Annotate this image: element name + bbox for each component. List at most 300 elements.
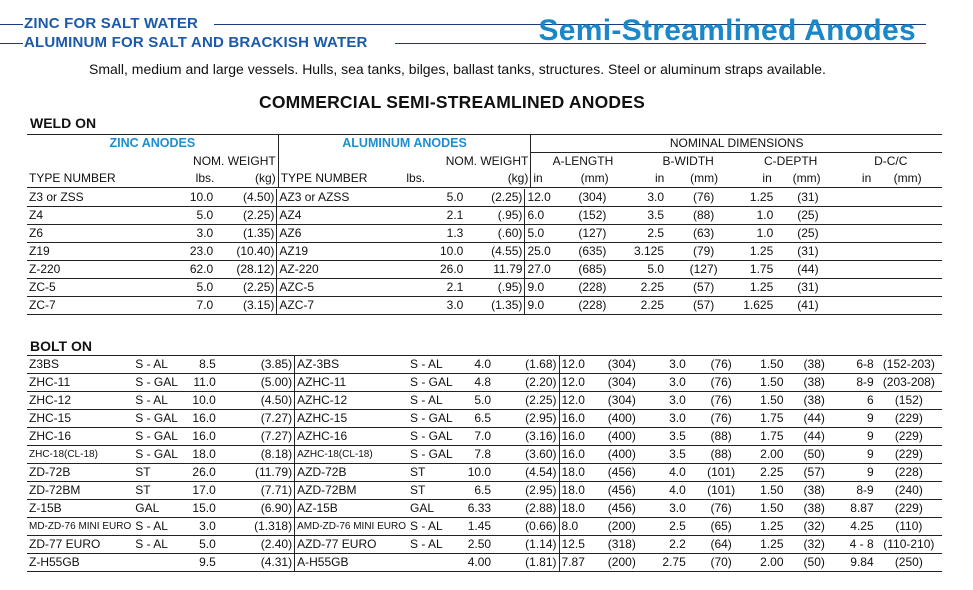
- c-mm-cell: (32): [786, 536, 843, 554]
- a-in-cell: 25.0: [525, 243, 553, 261]
- a-mm-cell: (228): [553, 297, 632, 315]
- b-in-cell: 2.25: [632, 279, 666, 297]
- b-width-heading: B-WIDTH: [662, 154, 714, 168]
- b-in-cell: 2.25: [632, 297, 666, 315]
- c-mm-cell: (44): [786, 410, 843, 428]
- b-mm-cell: (76): [688, 500, 755, 518]
- zinc-kg-cell: (4.31): [218, 554, 295, 572]
- zinc-lbs-cell: 5.0: [168, 207, 216, 225]
- aluminum-kg-cell: (4.55): [465, 243, 525, 261]
- aluminum-type-cell: AZD-77 EURO: [295, 536, 408, 554]
- b-mm-cell: (64): [688, 536, 755, 554]
- b-in-cell: 3.0: [657, 374, 688, 392]
- a-in-cell: 8.0: [559, 518, 587, 536]
- d-in-cell: 9: [843, 446, 876, 464]
- c-mm-cell: (38): [786, 374, 843, 392]
- b-mm-cell: (65): [688, 518, 755, 536]
- b-in-cell: 2.2: [657, 536, 688, 554]
- aluminum-lbs-cell: 5.0: [422, 189, 466, 207]
- b-in-cell: 2.5: [657, 518, 688, 536]
- aluminum-kg-cell: (1.81): [493, 554, 559, 572]
- table-row: [27, 207, 942, 225]
- zinc-type-cell: ZD-77 EURO: [27, 536, 133, 554]
- zinc-type-cell: Z6: [27, 225, 168, 243]
- d-in-cell: 6: [843, 392, 876, 410]
- table-row: [27, 554, 942, 572]
- b-in-cell: 3.0: [657, 500, 688, 518]
- c-in-cell: 1.25: [754, 536, 785, 554]
- c-in-cell: 1.75: [741, 261, 775, 279]
- table-row: [27, 297, 942, 315]
- table-row: [27, 428, 942, 446]
- c-mm-cell: (38): [786, 392, 843, 410]
- d-mm-cell: (229): [876, 500, 942, 518]
- a-in-cell: 18.0: [559, 464, 587, 482]
- b-mm-cell: (76): [666, 189, 741, 207]
- zinc-lbs-cell: 8.5: [190, 356, 217, 374]
- aluminum-kg-cell: (1.35): [465, 297, 525, 315]
- a-in-cell: 12.0: [559, 356, 587, 374]
- a-mm-cell: (200): [587, 554, 657, 572]
- zinc-kg-cell: (7.27): [218, 428, 295, 446]
- a-in-cell: 5.0: [525, 225, 553, 243]
- aluminum-type-cell: AZD-72BM: [295, 482, 408, 500]
- d-mm-cell: (110): [876, 518, 942, 536]
- a-mm-cell: (318): [587, 536, 657, 554]
- zinc-strap-cell: S - AL: [133, 536, 190, 554]
- c-mm-cell: (25): [775, 225, 840, 243]
- zinc-type-cell: Z-220: [27, 261, 168, 279]
- table-row: [27, 482, 942, 500]
- d-mm-cell: (152): [876, 392, 942, 410]
- page-subtitle: Small, medium and large vessels. Hulls, sea tanks, bilges, ballast tanks, structures. Steel or aluminum straps available.: [89, 61, 826, 77]
- zinc-lbs-cell: 10.0: [168, 189, 216, 207]
- c-in-cell: 1.0: [741, 207, 775, 225]
- zinc-strap-cell: ST: [133, 464, 190, 482]
- d-in-cell: 9.84: [843, 554, 876, 572]
- a-length-heading: A-LENGTH: [531, 153, 635, 171]
- d-empty-cell: [841, 189, 942, 207]
- zinc-strap-cell: S - AL: [133, 392, 190, 410]
- zinc-lbs-cell: 11.0: [190, 374, 217, 392]
- page-title: Semi-Streamlined Anodes: [538, 14, 916, 47]
- aluminum-strap-cell: S - AL: [408, 356, 464, 374]
- zinc-strap-cell: GAL: [133, 500, 190, 518]
- aluminum-kg-cell: (2.25): [465, 189, 525, 207]
- zinc-lbs-cell: 17.0: [190, 482, 217, 500]
- zinc-type-heading: TYPE NUMBER: [27, 170, 168, 188]
- table-row: [27, 356, 942, 374]
- zinc-lbs-cell: 9.5: [190, 554, 217, 572]
- aluminum-lbs-cell: 4.00: [464, 554, 493, 572]
- a-mm-cell: (304): [587, 392, 657, 410]
- b-in-cell: 3.0: [632, 189, 666, 207]
- aluminum-kg-cell: (2.95): [493, 482, 559, 500]
- zinc-strap-cell: S - GAL: [133, 410, 190, 428]
- b-in-cell: 3.5: [632, 207, 666, 225]
- c-mm-cell: (41): [775, 297, 840, 315]
- zinc-kg-cell: (2.40): [218, 536, 295, 554]
- table-row: [27, 536, 942, 554]
- c-mm-cell: (38): [786, 482, 843, 500]
- d-mm-cell: (203-208): [876, 374, 942, 392]
- c-mm-cell: (50): [786, 554, 843, 572]
- aluminum-lbs-cell: 7.0: [464, 428, 493, 446]
- table-row: [27, 410, 942, 428]
- d-empty-cell: [841, 243, 942, 261]
- table-row: [27, 279, 942, 297]
- b-mm-cell: (101): [688, 464, 755, 482]
- d-in-cell: 9: [843, 428, 876, 446]
- aluminum-kg-cell: (4.54): [493, 464, 559, 482]
- c-mm-cell: (31): [775, 243, 840, 261]
- bolt-on-table: [27, 355, 942, 572]
- b-in-cell: 3.125: [632, 243, 666, 261]
- aluminum-strap-cell: S - GAL: [408, 410, 464, 428]
- zinc-type-cell: ZHC-11: [27, 374, 133, 392]
- aluminum-kg-cell: (.95): [465, 207, 525, 225]
- c-in-cell: 1.25: [741, 189, 775, 207]
- c-in-cell: 2.00: [754, 554, 785, 572]
- zinc-lbs-cell: 62.0: [168, 261, 216, 279]
- aluminum-strap-cell: [408, 554, 464, 572]
- d-mm-cell: (152-203): [876, 356, 942, 374]
- table-row: [27, 189, 942, 207]
- a-in-cell: 12.0: [559, 392, 587, 410]
- aluminum-type-cell: AZ6: [277, 225, 422, 243]
- d-mm-cell: (110-210): [876, 536, 942, 554]
- a-mm-cell: (304): [587, 374, 657, 392]
- aluminum-kg-cell: (2.25): [493, 392, 559, 410]
- zinc-type-cell: ZC-5: [27, 279, 168, 297]
- table-row: [27, 261, 942, 279]
- dcc-heading: D-C/C: [874, 154, 908, 168]
- aluminum-type-cell: AZHC-12: [295, 392, 408, 410]
- c-in-cell: 1.25: [754, 518, 785, 536]
- zinc-kg-cell: (10.40): [215, 243, 277, 261]
- column-header-table: [27, 134, 942, 188]
- zinc-strap-cell: ST: [133, 482, 190, 500]
- zinc-type-cell: ZHC-15: [27, 410, 133, 428]
- c-in-cell: 1.25: [741, 279, 775, 297]
- table-row: [27, 446, 942, 464]
- zinc-strap-cell: [133, 554, 190, 572]
- zinc-lbs-cell: 10.0: [190, 392, 217, 410]
- d-mm-heading: (mm): [873, 170, 942, 188]
- zinc-lbs-cell: 5.0: [168, 279, 216, 297]
- weld-on-label: WELD ON: [30, 115, 97, 131]
- aluminum-kg-cell: (.95): [465, 279, 525, 297]
- aluminum-type-cell: A-H55GB: [295, 554, 408, 572]
- c-in-cell: 1.625: [741, 297, 775, 315]
- aluminum-lbs-cell: 7.8: [464, 446, 493, 464]
- aluminum-kg-cell: (0.66): [493, 518, 559, 536]
- aluminum-kg-cell: (3.60): [493, 446, 559, 464]
- d-mm-cell: (229): [876, 428, 942, 446]
- b-mm-cell: (76): [688, 392, 755, 410]
- aluminum-strap-cell: ST: [408, 482, 464, 500]
- aluminum-type-cell: AZ-15B: [295, 500, 408, 518]
- b-mm-cell: (63): [666, 225, 741, 243]
- a-mm-cell: (228): [553, 279, 632, 297]
- header-rule-bottom: [0, 43, 23, 44]
- aluminum-type-cell: AZ3 or AZSS: [277, 189, 422, 207]
- zinc-strap-cell: S - GAL: [133, 428, 190, 446]
- document-title: COMMERCIAL SEMI-STREAMLINED ANODES: [259, 92, 645, 112]
- aluminum-kg-cell: (2.95): [493, 410, 559, 428]
- a-in-cell: 16.0: [559, 446, 587, 464]
- aluminum-weight-heading: NOM. WEIGHT: [445, 153, 529, 168]
- c-mm-cell: (38): [786, 500, 843, 518]
- zinc-kg-cell: (3.85): [218, 356, 295, 374]
- aluminum-lbs-heading: lbs.: [369, 170, 427, 188]
- aluminum-type-cell: AZ19: [277, 243, 422, 261]
- zinc-strap-cell: S - AL: [133, 518, 190, 536]
- d-mm-cell: (228): [876, 464, 942, 482]
- zinc-kg-cell: (11.79): [218, 464, 295, 482]
- aluminum-strap-cell: S - AL: [408, 536, 464, 554]
- aluminum-strap-cell: GAL: [408, 500, 464, 518]
- c-mm-cell: (32): [786, 518, 843, 536]
- zinc-type-cell: Z19: [27, 243, 168, 261]
- zinc-lbs-heading: lbs.: [168, 170, 216, 188]
- b-in-heading: in: [634, 170, 666, 188]
- b-mm-cell: (101): [688, 482, 755, 500]
- c-in-cell: 2.00: [754, 446, 785, 464]
- d-in-heading: in: [839, 170, 873, 188]
- zinc-kg-cell: (2.25): [215, 279, 277, 297]
- a-mm-cell: (400): [587, 428, 657, 446]
- c-in-cell: 1.50: [754, 356, 785, 374]
- c-mm-cell: (44): [786, 428, 843, 446]
- zinc-lbs-cell: 26.0: [190, 464, 217, 482]
- aluminum-lbs-cell: 6.5: [464, 410, 493, 428]
- zinc-type-cell: Z-15B: [27, 500, 133, 518]
- aluminum-kg-cell: (2.88): [493, 500, 559, 518]
- a-mm-cell: (456): [587, 464, 657, 482]
- zinc-kg-cell: (3.15): [215, 297, 277, 315]
- zinc-kg-cell: (1.35): [215, 225, 277, 243]
- zinc-kg-cell: (4.50): [218, 392, 295, 410]
- a-in-cell: 18.0: [559, 482, 587, 500]
- a-in-cell: 9.0: [525, 297, 553, 315]
- a-mm-cell: (304): [553, 189, 632, 207]
- aluminum-tagline: ALUMINUM FOR SALT AND BRACKISH WATER: [24, 34, 368, 51]
- zinc-lbs-cell: 16.0: [190, 410, 217, 428]
- zinc-lbs-cell: 23.0: [168, 243, 216, 261]
- d-empty-cell: [841, 225, 942, 243]
- zinc-kg-cell: (2.25): [215, 207, 277, 225]
- c-mm-cell: (31): [775, 279, 840, 297]
- zinc-kg-cell: (7.71): [218, 482, 295, 500]
- zinc-lbs-cell: 3.0: [190, 518, 217, 536]
- aluminum-group-heading: ALUMINUM ANODES: [278, 135, 531, 153]
- aluminum-type-cell: AMD-ZD-76 MINI EURO: [295, 518, 408, 536]
- aluminum-kg-cell: 11.79: [465, 261, 525, 279]
- b-mm-cell: (70): [688, 554, 755, 572]
- a-in-heading: in: [531, 170, 555, 188]
- aluminum-lbs-cell: 10.0: [464, 464, 493, 482]
- b-mm-cell: (76): [688, 356, 755, 374]
- d-in-cell: 8-9: [843, 374, 876, 392]
- zinc-kg-cell: (8.18): [218, 446, 295, 464]
- d-empty-cell: [841, 279, 942, 297]
- c-in-cell: 1.50: [754, 374, 785, 392]
- b-mm-cell: (57): [666, 279, 741, 297]
- b-in-cell: 2.5: [632, 225, 666, 243]
- a-mm-cell: (456): [587, 500, 657, 518]
- a-in-cell: 7.87: [559, 554, 587, 572]
- d-in-cell: 8-9: [843, 482, 876, 500]
- zinc-type-cell: Z4: [27, 207, 168, 225]
- b-in-cell: 4.0: [657, 482, 688, 500]
- b-in-cell: 4.0: [657, 464, 688, 482]
- a-mm-cell: (200): [587, 518, 657, 536]
- d-mm-cell: (250): [876, 554, 942, 572]
- c-in-cell: 1.0: [741, 225, 775, 243]
- c-in-cell: 1.25: [741, 243, 775, 261]
- zinc-kg-cell: (4.50): [215, 189, 277, 207]
- a-mm-cell: (635): [553, 243, 632, 261]
- zinc-type-cell: ZD-72BM: [27, 482, 133, 500]
- c-mm-cell: (31): [775, 189, 840, 207]
- b-mm-cell: (57): [666, 297, 741, 315]
- d-in-cell: 4.25: [843, 518, 876, 536]
- c-in-cell: 1.50: [754, 500, 785, 518]
- zinc-lbs-cell: 15.0: [190, 500, 217, 518]
- zinc-kg-cell: (28.12): [215, 261, 277, 279]
- d-empty-cell: [841, 261, 942, 279]
- table-row: [27, 518, 942, 536]
- b-mm-cell: (88): [666, 207, 741, 225]
- table-row: [27, 225, 942, 243]
- b-mm-cell: (76): [688, 374, 755, 392]
- aluminum-type-cell: AZC-5: [277, 279, 422, 297]
- aluminum-type-cell: AZ-220: [277, 261, 422, 279]
- header-rule-top: [0, 24, 23, 25]
- aluminum-type-cell: AZ-3BS: [295, 356, 408, 374]
- b-mm-heading: (mm): [666, 170, 742, 188]
- b-in-cell: 3.0: [657, 356, 688, 374]
- aluminum-lbs-cell: 26.0: [422, 261, 466, 279]
- a-mm-cell: (400): [587, 446, 657, 464]
- zinc-kg-cell: (6.90): [218, 500, 295, 518]
- a-in-cell: 16.0: [559, 428, 587, 446]
- c-in-cell: 1.75: [754, 410, 785, 428]
- aluminum-lbs-cell: 2.1: [422, 279, 466, 297]
- d-in-cell: 9: [843, 464, 876, 482]
- aluminum-kg-cell: (3.16): [493, 428, 559, 446]
- a-in-cell: 16.0: [559, 410, 587, 428]
- a-mm-cell: (685): [553, 261, 632, 279]
- zinc-kg-cell: (1.318): [218, 518, 295, 536]
- zinc-lbs-cell: 7.0: [168, 297, 216, 315]
- aluminum-strap-cell: S - GAL: [408, 374, 464, 392]
- aluminum-kg-heading: (kg): [471, 170, 531, 188]
- table-row: [27, 500, 942, 518]
- aluminum-strap-cell: S - GAL: [408, 446, 464, 464]
- b-in-cell: 3.5: [657, 446, 688, 464]
- a-mm-cell: (456): [587, 482, 657, 500]
- aluminum-lbs-cell: 5.0: [464, 392, 493, 410]
- d-in-cell: 4 - 8: [843, 536, 876, 554]
- a-in-cell: 6.0: [525, 207, 553, 225]
- zinc-group-heading: ZINC ANODES: [109, 136, 196, 151]
- aluminum-type-cell: AZHC-11: [295, 374, 408, 392]
- aluminum-kg-cell: (2.20): [493, 374, 559, 392]
- aluminum-strap-cell: ST: [408, 464, 464, 482]
- a-in-cell: 12.0: [525, 189, 553, 207]
- d-in-cell: 9: [843, 410, 876, 428]
- table-row: [27, 374, 942, 392]
- aluminum-lbs-cell: 1.45: [464, 518, 493, 536]
- zinc-type-cell: ZHC-12: [27, 392, 133, 410]
- zinc-lbs-cell: 16.0: [190, 428, 217, 446]
- c-mm-cell: (50): [786, 446, 843, 464]
- aluminum-strap-cell: S - AL: [408, 392, 464, 410]
- c-in-cell: 1.75: [754, 428, 785, 446]
- aluminum-type-cell: AZ4: [277, 207, 422, 225]
- zinc-type-cell: ZHC-18(CL-18): [27, 446, 133, 464]
- aluminum-lbs-cell: 6.5: [464, 482, 493, 500]
- b-mm-cell: (127): [666, 261, 741, 279]
- d-empty-cell: [841, 207, 942, 225]
- b-in-cell: 3.0: [657, 392, 688, 410]
- a-mm-heading: (mm): [555, 170, 635, 188]
- b-in-cell: 5.0: [632, 261, 666, 279]
- zinc-strap-cell: S - GAL: [133, 446, 190, 464]
- aluminum-type-cell: AZC-7: [277, 297, 422, 315]
- zinc-weight-heading: NOM. WEIGHT: [193, 153, 276, 168]
- aluminum-lbs-cell: 6.33: [464, 500, 493, 518]
- b-mm-cell: (88): [688, 428, 755, 446]
- zinc-strap-cell: S - AL: [133, 356, 190, 374]
- weld-on-table: [27, 189, 942, 315]
- zinc-type-cell: Z-H55GB: [27, 554, 133, 572]
- zinc-lbs-cell: 3.0: [168, 225, 216, 243]
- d-in-cell: 6-8: [843, 356, 876, 374]
- c-depth-heading: C-DEPTH: [764, 154, 818, 168]
- a-in-cell: 9.0: [525, 279, 553, 297]
- bolt-on-label: BOLT ON: [30, 338, 92, 354]
- zinc-type-cell: ZC-7: [27, 297, 168, 315]
- zinc-type-cell: ZHC-16: [27, 428, 133, 446]
- zinc-type-cell: Z3 or ZSS: [27, 189, 168, 207]
- aluminum-type-cell: AZHC-15: [295, 410, 408, 428]
- c-mm-cell: (44): [775, 261, 840, 279]
- b-in-cell: 3.5: [657, 428, 688, 446]
- aluminum-type-cell: AZD-72B: [295, 464, 408, 482]
- zinc-kg-cell: (7.27): [218, 410, 295, 428]
- c-in-cell: 1.50: [754, 392, 785, 410]
- zinc-lbs-cell: 18.0: [190, 446, 217, 464]
- a-mm-cell: (400): [587, 410, 657, 428]
- b-mm-cell: (88): [688, 446, 755, 464]
- zinc-lbs-cell: 5.0: [190, 536, 217, 554]
- zinc-strap-cell: S - GAL: [133, 374, 190, 392]
- aluminum-type-cell: AZHC-16: [295, 428, 408, 446]
- aluminum-lbs-cell: 1.3: [422, 225, 466, 243]
- c-mm-heading: (mm): [774, 170, 840, 188]
- aluminum-kg-cell: (1.14): [493, 536, 559, 554]
- c-in-cell: 2.25: [754, 464, 785, 482]
- zinc-type-cell: Z3BS: [27, 356, 133, 374]
- aluminum-kg-cell: (1.68): [493, 356, 559, 374]
- aluminum-lbs-cell: 3.0: [422, 297, 466, 315]
- aluminum-lbs-cell: 2.1: [422, 207, 466, 225]
- a-in-cell: 12.0: [559, 374, 587, 392]
- table-row: [27, 464, 942, 482]
